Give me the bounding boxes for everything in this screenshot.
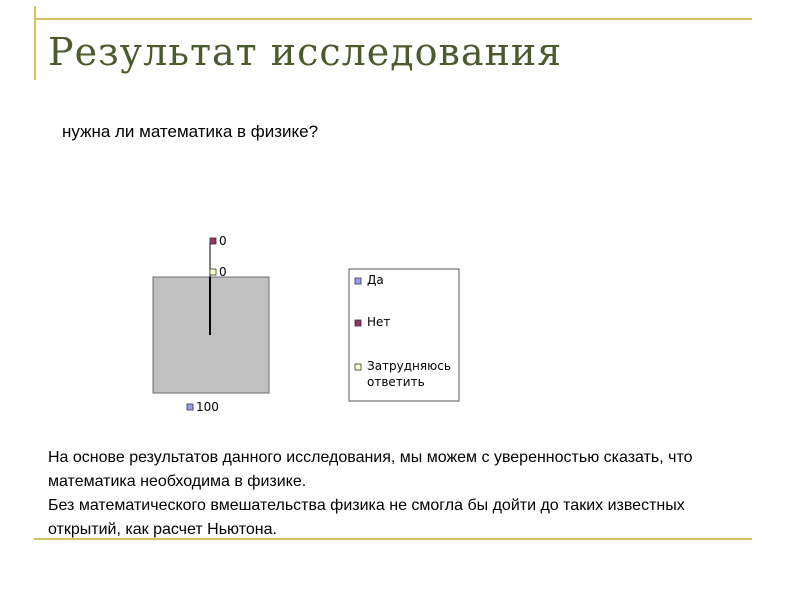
legend-swatch-3 [355,364,361,370]
chart-question: нужна ли математика в физике? [62,122,319,141]
data-label-slice-1: 100 [196,400,219,414]
data-label-slice-2: 0 [219,234,227,248]
legend-swatch-2 [355,320,361,326]
legend-label-3: Затрудняюсь ответить [367,359,451,389]
data-label-marker-slice-1 [187,404,193,410]
legend-swatch-1 [355,278,361,284]
legend-label-1: Да [367,273,384,287]
data-label-marker-slice-2 [210,238,216,244]
bottom-accent-rule [34,538,752,540]
data-label-slice-3: 0 [219,265,227,279]
data-label-marker-slice-3 [210,269,216,275]
legend-label-2: Нет [367,315,391,329]
conclusion-text [48,446,748,542]
conclusion-line-2: Без математического вмешательства физика не смогла бы дойти до таких известных открытий, как расчет Ньютона. [48,497,685,538]
page-title: Результат исследования [48,30,563,74]
conclusion-line-1: На основе результатов данного исследования, мы можем с уверенностью сказать, что математика необходима в физике. [48,449,693,490]
